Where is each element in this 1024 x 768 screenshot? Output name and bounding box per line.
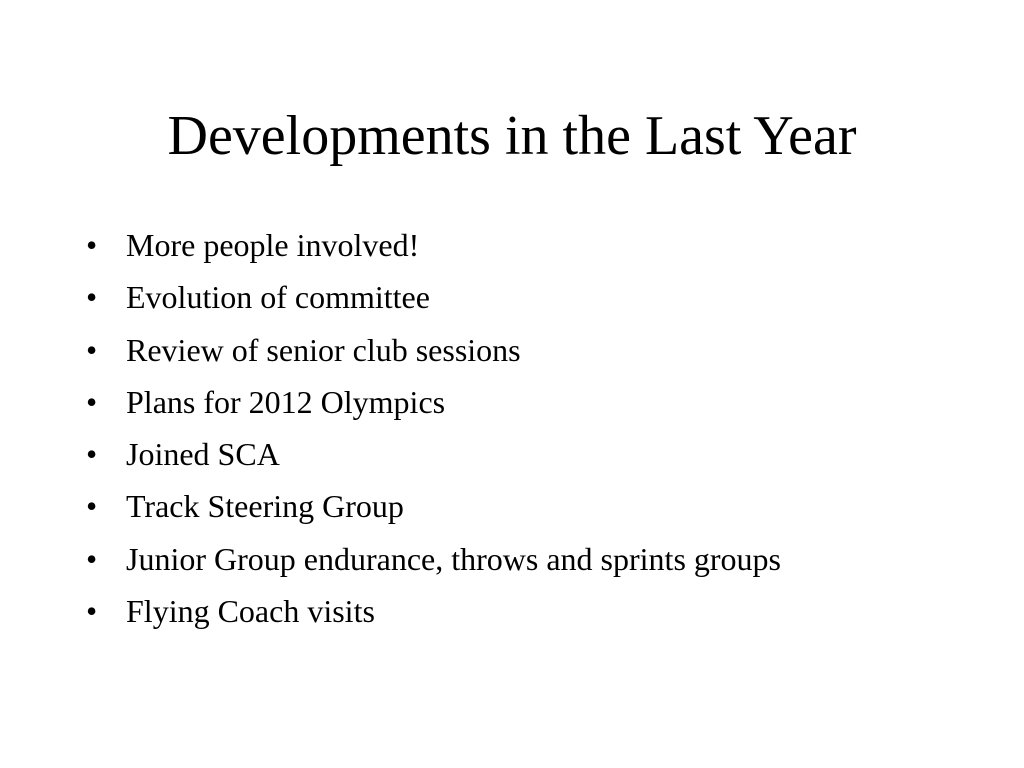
bullet-text: Plans for 2012 Olympics <box>126 383 446 420</box>
bullet-icon: • <box>86 383 98 420</box>
bullet-item <box>86 540 926 578</box>
bullet-text: Track Steering Group <box>126 488 404 525</box>
bullet-icon: • <box>86 331 98 368</box>
bullet-icon: • <box>86 227 98 263</box>
bullet-text: More people involved! <box>126 227 420 263</box>
bullet-icon: • <box>86 436 98 473</box>
bullet-list <box>86 226 926 644</box>
bullet-text: Joined SCA <box>126 436 280 473</box>
bullet-item <box>86 592 926 630</box>
bullet-text: Junior Group endurance, throws and sprints groups <box>126 540 781 577</box>
bullet-icon: • <box>86 279 98 316</box>
slide-title: Developments in the Last Year <box>167 105 857 167</box>
bullet-item <box>86 487 926 525</box>
bullet-item <box>86 383 926 421</box>
bullet-icon: • <box>86 593 98 630</box>
bullet-item <box>86 331 926 369</box>
bullet-icon: • <box>86 488 98 525</box>
bullet-item <box>86 278 926 316</box>
bullet-item <box>86 226 926 264</box>
bullet-text: Review of senior club sessions <box>126 331 521 368</box>
bullet-item <box>86 435 926 473</box>
bullet-icon: • <box>86 540 98 577</box>
bullet-text: Flying Coach visits <box>126 593 375 630</box>
bullet-text: Evolution of committee <box>126 279 430 316</box>
